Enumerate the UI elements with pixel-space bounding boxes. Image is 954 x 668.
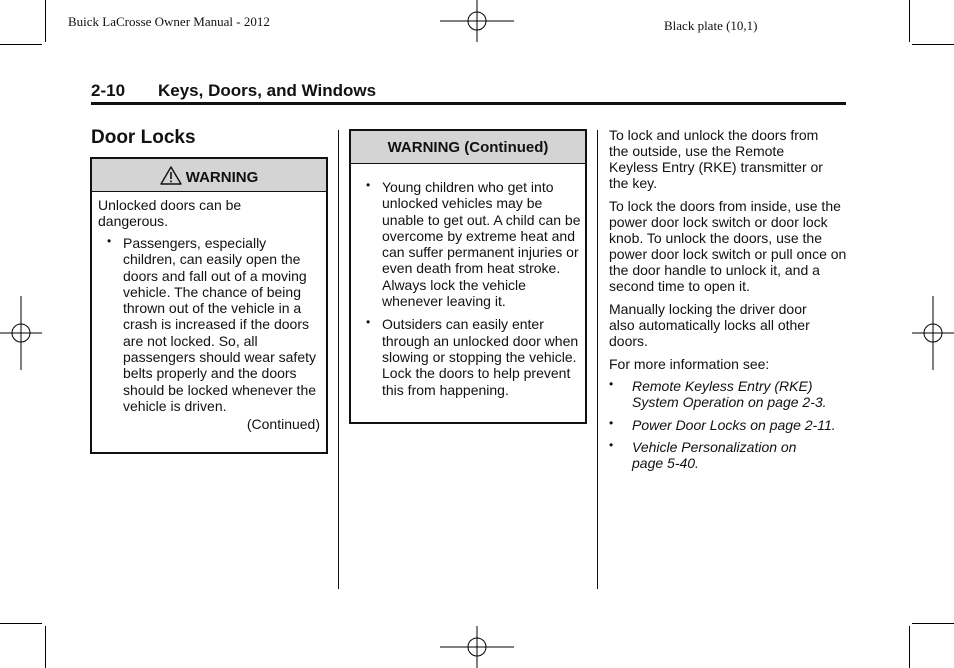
warning-box	[90, 157, 328, 454]
plate-label: Black plate (10,1)	[664, 18, 758, 33]
section-title: Door Locks	[91, 127, 196, 148]
bullet-glyph: •	[609, 377, 614, 391]
reference-text: Vehicle Personalization on page 5-40.	[632, 438, 797, 472]
reference-text: Remote Keyless Entry (RKE) System Operation on page 2-3.	[632, 378, 827, 411]
running-header	[91, 81, 846, 101]
bullet-glyph: •	[609, 415, 614, 430]
warning-intro: Unlocked doors can be dangerous.	[98, 197, 242, 229]
reference-list	[609, 378, 849, 471]
paragraph: Manually locking the driver door also automatically locks all other doors.	[609, 301, 810, 349]
list-item	[98, 235, 318, 414]
registration-mark-left	[0, 296, 42, 370]
column-divider	[338, 130, 339, 589]
paragraph: To lock the doors from inside, use the power door lock switch or door lock knob. To unlock the doors, use the power door lock switch or pull once on the door handle to unlock it, and a second time to open it.	[609, 198, 847, 294]
reference-link[interactable]	[609, 378, 832, 411]
page-number: 2-10	[91, 81, 126, 100]
document-title: Buick LaCrosse Owner Manual - 2012	[68, 14, 270, 29]
bullet-glyph: •	[107, 234, 112, 248]
bullet-text: Young children who get into unlocked vehicles may be unable to get out. A child can be overcome by extreme heat and can suffer permanent injuries or even death from heat stroke. Always lock the vehicle whenever leaving it.	[382, 179, 581, 310]
bullet-text: Outsiders can easily enter through an unlocked door when slowing or stopping the vehicle. Lock the doors to help prevent this from happening.	[382, 316, 579, 398]
crop-mark	[909, 0, 910, 42]
column-divider	[597, 130, 598, 589]
paragraph: To lock and unlock the doors from the outside, use the Remote Keyless Entry (RKE) transmitter or the key.	[609, 127, 823, 191]
crop-mark	[0, 44, 42, 45]
bullet-glyph: •	[609, 437, 614, 452]
list-item	[357, 179, 582, 309]
warning-bullets	[98, 235, 320, 414]
registration-mark-bottom	[440, 626, 514, 668]
bullet-glyph: •	[366, 315, 371, 330]
body-text	[609, 127, 849, 477]
warning-box-continued	[349, 129, 587, 424]
reference-text: Power Door Locks on page 2-11.	[632, 416, 836, 433]
crop-mark	[912, 623, 954, 624]
crop-mark	[912, 44, 954, 45]
chapter-title: Keys, Doors, and Windows	[158, 81, 377, 100]
crop-mark	[909, 626, 910, 668]
continued-label: (Continued)	[246, 416, 320, 433]
warning-bullets	[351, 179, 585, 398]
registration-mark-right	[912, 296, 954, 370]
list-item	[357, 316, 582, 397]
reference-link[interactable]	[609, 417, 852, 433]
reference-link[interactable]	[609, 439, 812, 472]
bullet-glyph: •	[366, 178, 371, 192]
crop-mark	[45, 0, 46, 42]
warning-triangle-icon	[160, 166, 182, 185]
warning-header	[92, 159, 326, 192]
crop-mark	[45, 626, 46, 668]
bullet-text: Passengers, especially children, can easily open the doors and fall out of a moving vehicle. The chance of being thrown out of the vehicle in a crash is increased if the doors are not locked. So, all passengers should wear safety belts properly and the doors should be locked whenever the vehicle is driven.	[123, 235, 317, 414]
crop-mark	[0, 623, 42, 624]
paragraph: For more information see:	[609, 356, 770, 372]
warning-header: WARNING (Continued)	[351, 131, 585, 164]
header-rule	[91, 102, 846, 105]
warning-heading: WARNING	[185, 169, 259, 186]
registration-mark-top	[440, 0, 514, 42]
